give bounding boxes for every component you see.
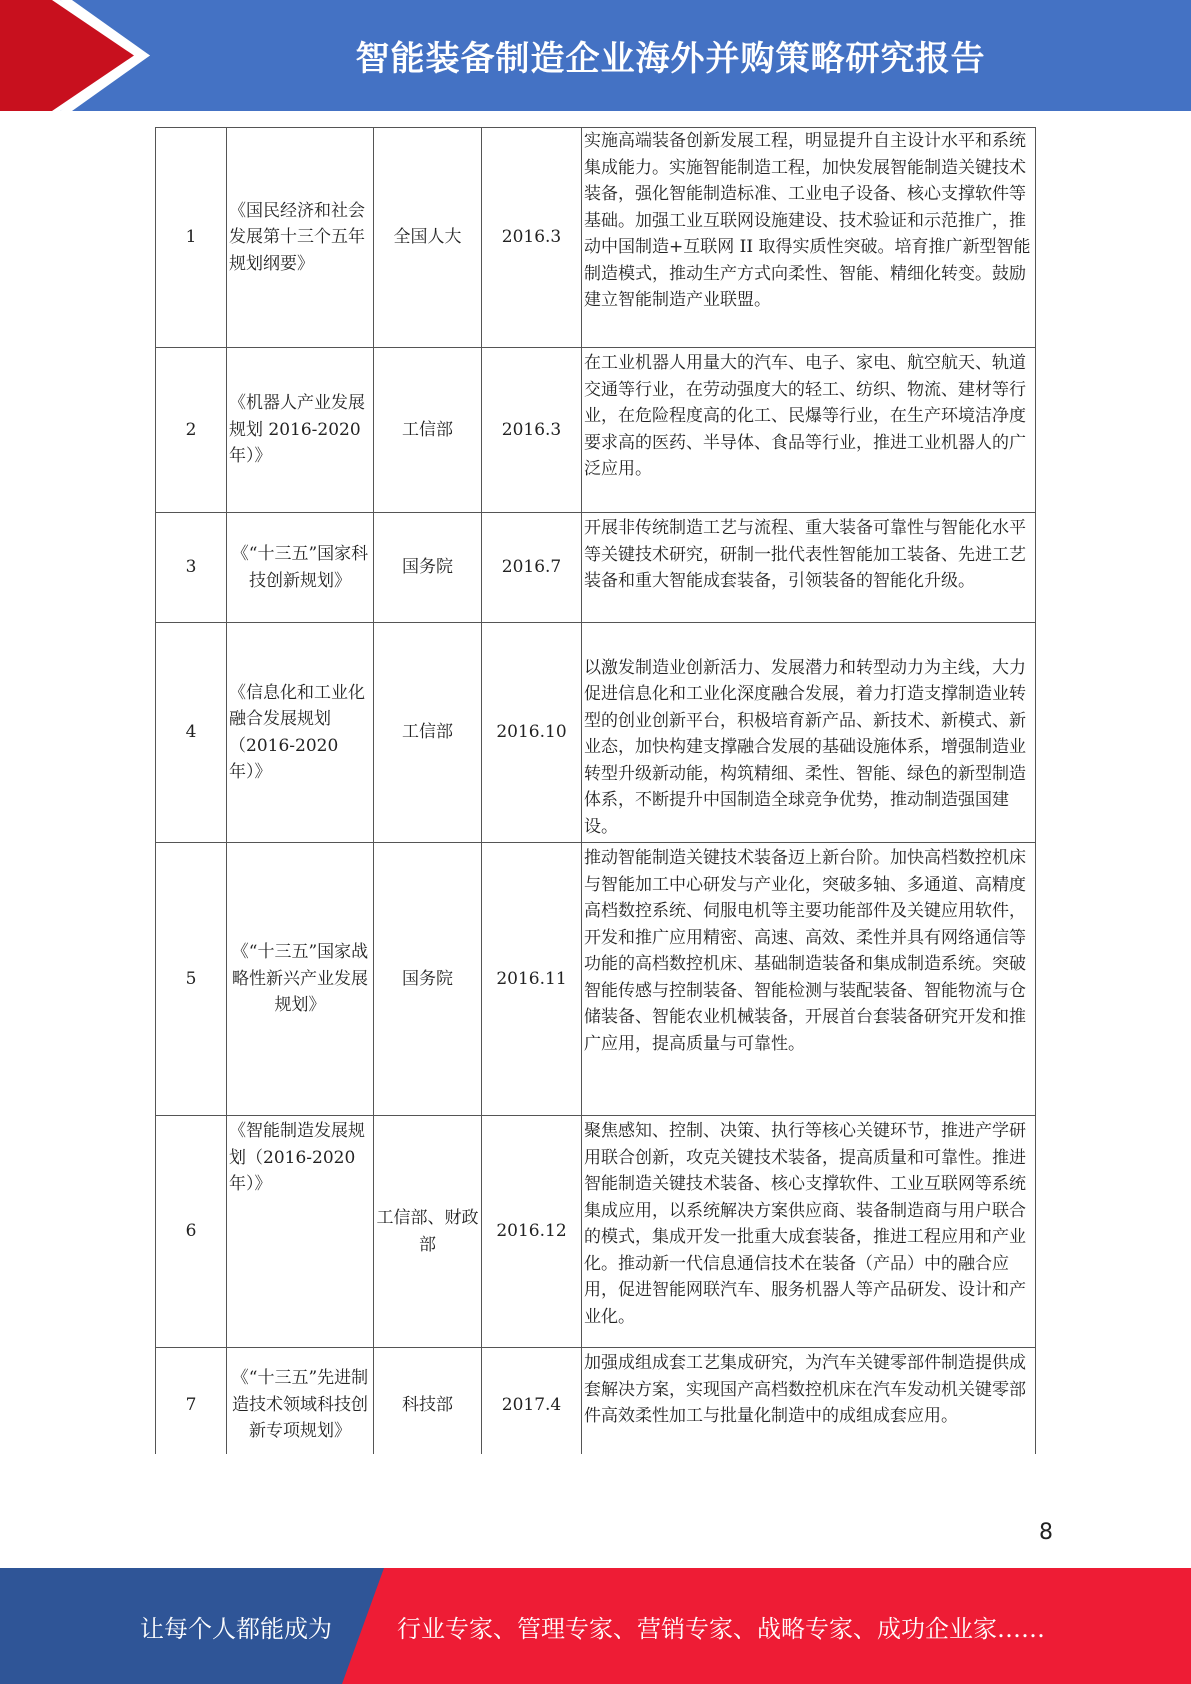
policy-name: 《“十三五”国家科技创新规划》 (227, 513, 374, 623)
table-row (156, 128, 1036, 348)
issue-date: 2016.3 (482, 348, 582, 513)
table-row (156, 348, 1036, 513)
policy-name: 《“十三五”先进制造技术领域科技创新专项规划》 (227, 1348, 374, 1455)
table-row (156, 513, 1036, 623)
header-arrow-graphic (0, 0, 150, 111)
issuing-body: 科技部 (374, 1348, 482, 1455)
policy-name: 《“十三五”国家战略性新兴产业发展规划》 (227, 843, 374, 1116)
policy-description: 加强成组成套工艺集成研究，为汽车关键零部件制造提供成套解决方案，实现国产高档数控机床在汽车发动机关键零部件高效柔性加工与批量化制造中的成组成套应用。 (582, 1348, 1036, 1455)
policy-description: 推动智能制造关键技术装备迈上新台阶。加快高档数控机床与智能加工中心研发与产业化，突破多轴、多通道、高精度高档数控系统、伺服电机等主要功能部件及关键应用软件，开发和推广应用精密、高速、高效、柔性并具有网络通信等功能的高档数控机床、基础制造装备和集成制造系统。突破智能传感与控制装备、智能检测与装配装备、智能物流与仓储装备、智能农业机械装备，开展首台套装备研究开发和推广应用，提高质量与可靠性。 (582, 843, 1036, 1116)
policy-description: 在工业机器人用量大的汽车、电子、家电、航空航天、轨道交通等行业，在劳动强度大的轻工、纺织、物流、建材等行业，在危险程度高的化工、民爆等行业，在生产环境洁净度要求高的医药、半导体、食品等行业，推进工业机器人的广泛应用。 (582, 348, 1036, 513)
policy-description: 开展非传统制造工艺与流程、重大装备可靠性与智能化水平等关键技术研究，研制一批代表性智能加工装备、先进工艺装备和重大智能成套装备，引领装备的智能化升级。 (582, 513, 1036, 623)
issuing-body: 工信部、财政部 (374, 1116, 482, 1348)
issue-date: 2016.7 (482, 513, 582, 623)
policy-name: 《机器人产业发展规划 2016-2020 年）》 (227, 348, 374, 513)
issuing-body: 工信部 (374, 623, 482, 843)
issue-date: 2017.4 (482, 1348, 582, 1455)
table-row (156, 1116, 1036, 1348)
policy-description: 以激发制造业创新活力、发展潜力和转型动力为主线，大力促进信息化和工业化深度融合发展，着力打造支撑制造业转型的创业创新平台，积极培育新产品、新技术、新模式、新业态，加快构建支撑融合发展的基础设施体系，增强制造业转型升级新动能，构筑精细、柔性、智能、绿色的新型制造体系，不断提升中国制造全球竞争优势，推动制造强国建设。 (582, 623, 1036, 843)
table-row (156, 843, 1036, 1116)
row-index: 6 (156, 1116, 227, 1348)
issue-date: 2016.3 (482, 128, 582, 348)
footer-slogan-left: 让每个人都能成为 (140, 1614, 332, 1643)
table-row (156, 623, 1036, 843)
issuing-body: 工信部 (374, 348, 482, 513)
row-index: 4 (156, 623, 227, 843)
report-title: 智能装备制造企业海外并购策略研究报告 (355, 39, 986, 79)
issuing-body: 国务院 (374, 843, 482, 1116)
issuing-body: 国务院 (374, 513, 482, 623)
issue-date: 2016.10 (482, 623, 582, 843)
page-header (0, 0, 1191, 111)
policy-name: 《国民经济和社会发展第十三个五年规划纲要》 (227, 128, 374, 348)
policy-name: 《智能制造发展规划（2016-2020 年）》 (227, 1116, 374, 1348)
table-row (156, 1348, 1036, 1455)
footer-slogan-right: 行业专家、管理专家、营销专家、战略专家、成功企业家…… (397, 1614, 1045, 1643)
issue-date: 2016.11 (482, 843, 582, 1116)
issuing-body: 全国人大 (374, 128, 482, 348)
page-footer (0, 1568, 1191, 1684)
row-index: 2 (156, 348, 227, 513)
policy-table (155, 127, 1036, 1454)
row-index: 5 (156, 843, 227, 1116)
issue-date: 2016.12 (482, 1116, 582, 1348)
policy-name: 《信息化和工业化融合发展规划（2016-2020 年）》 (227, 623, 374, 843)
page-number: 8 (1039, 1520, 1053, 1545)
policy-table-wrapper (155, 127, 1036, 1454)
row-index: 7 (156, 1348, 227, 1455)
policy-description: 实施高端装备创新发展工程，明显提升自主设计水平和系统集成能力。实施智能制造工程，加快发展智能制造关键技术装备，强化智能制造标准、工业电子设备、核心支撑软件等基础。加强工业互联网设施建设、技术验证和示范推广，推动中国制造+互联网 II 取得实质性突破。培育推广新型智能制造模式，推动生产方式向柔性、智能、精细化转变。鼓励建立智能制造产业联盟。 (582, 128, 1036, 348)
row-index: 3 (156, 513, 227, 623)
row-index: 1 (156, 128, 227, 348)
policy-description: 聚焦感知、控制、决策、执行等核心关键环节，推进产学研用联合创新，攻克关键技术装备，提高质量和可靠性。推进智能制造关键技术装备、核心支撑软件、工业互联网等系统集成应用，以系统解决方案供应商、装备制造商与用户联合的模式，集成开发一批重大成套装备，推进工程应用和产业化。推动新一代信息通信技术在装备（产品）中的融合应用，促进智能网联汽车、服务机器人等产品研发、设计和产业化。 (582, 1116, 1036, 1348)
